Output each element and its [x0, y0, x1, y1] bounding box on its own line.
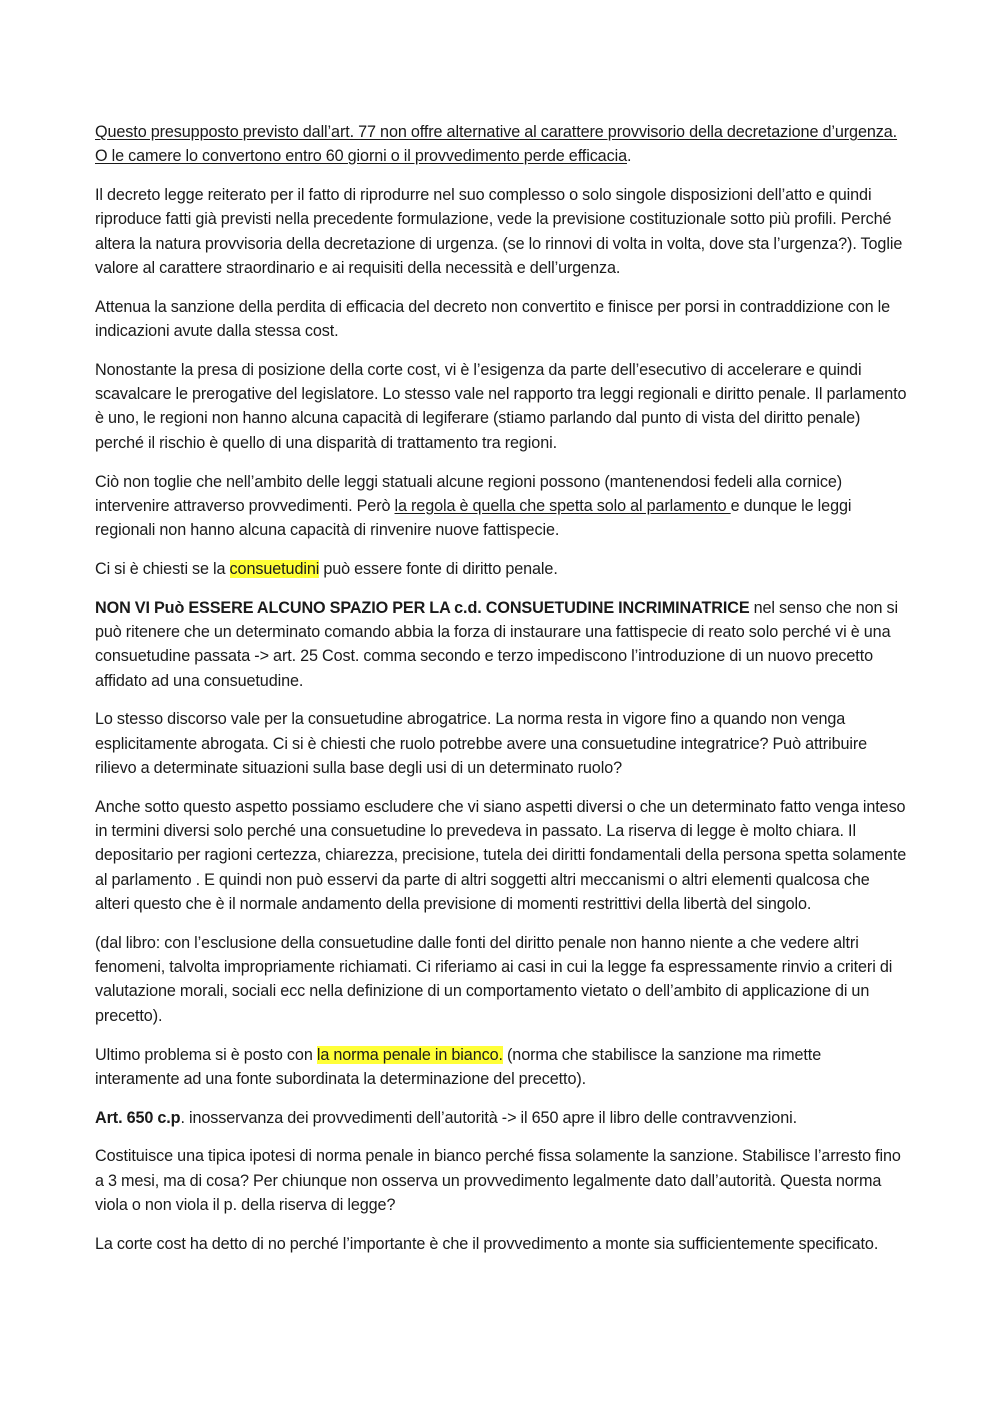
bold-article-ref: Art. 650 c.p	[95, 1108, 181, 1127]
paragraph-regola-parlamento: Ciò non toglie che nell’ambito delle leggi statuali alcune regioni possono (mantenendosi fedeli alla cornice) intervenire attraverso provvedimenti. Però la regola è quella che spetta solo al parlamento e dunque le leggi regionali non hanno alcuna capacità di rinvenire nuove fattispecie.	[95, 472, 852, 540]
paragraph-norma-penale-in-bianco: Ultimo problema si è posto con la norma penale in bianco. (norma che stabilisce la sanzione ma rimette interamente ad una fonte subordinata la determinazione del precetto).	[95, 1045, 822, 1088]
paragraph-decreto-reiterato: Il decreto legge reiterato per il fatto di riprodurre nel suo complesso o solo singole disposizioni dell’atto e quindi riproduce fatti già previsti nella precedente formulazione, vede la previsione costituzionale sotto più profili. Perché altera la natura provvisoria della decretazione di urgenza. (se lo rinnovi di volta in volta, dove sta l’urgenza?). Toglie valore al carattere straordinario e ai requisiti della necessità e dell’urgenza.	[95, 186, 903, 277]
paragraph-dal-libro: (dal libro: con l’esclusione della consuetudine dalle fonti del diritto penale non hanno niente a che vedere altri fenomeni, talvolta impropriamente richiamati. Ci riferiamo ai casi in cui la legge fa espressamente rinvio a criteri di valutazione morali, sociali ecc nella definizione di un comportamento vietato o dell’ambito di applicazione di un precetto).	[95, 933, 893, 1025]
paragraph-corte-cost: La corte cost ha detto di no perché l’importante è che il provvedimento a monte sia sufficientemente specificato.	[95, 1234, 879, 1253]
underlined-text: la regola è quella che spetta solo al parlamento	[394, 496, 731, 515]
paragraph-consuetudini-question: Ci si è chiesti se la consuetudini può essere fonte di diritto penale.	[95, 559, 558, 578]
paragraph-art77: Questo presupposto previsto dall’art. 77 non offre alternative al carattere provvisorio della decretazione d’urgenza. O le camere lo convertono entro 60 giorni o il provvedimento perde efficacia.	[95, 123, 898, 166]
bold-heading-text: NON VI Può ESSERE ALCUNO SPAZIO PER LA c.d. CONSUETUDINE INCRIMINATRICE	[95, 598, 750, 617]
paragraph-sanzione: Attenua la sanzione della perdita di efficacia del decreto non convertito e finisce per porsi in contraddizione con le indicazioni avute dalla stessa cost.	[95, 297, 891, 341]
paragraph-consuetudine-incriminatrice: NON VI Può ESSERE ALCUNO SPAZIO PER LA c.d. CONSUETUDINE INCRIMINATRICE nel senso che non si può ritenere che un determinato comando abbia la forza di instaurare una fattispecie di reato solo perché vi è una consuetudine passata -> art. 25 Cost. comma secondo e terzo impediscono l’introduzione di un nuovo precetto affidato ad una consuetudine.	[95, 598, 899, 690]
paragraph-riserva-di-legge: Anche sotto questo aspetto possiamo escludere che vi siano aspetti diversi o che un determinato fatto venga inteso in termini diversi solo perché una consuetudine lo prevedeva in passato. La riserva di legge è molto chiara. Il depositario per ragioni certezza, chiarezza, precisione, tutela dei diritti fondamentali della persona spetta solamente al parlamento . E quindi non può esservi da parte di altri soggetti altri meccanismi o altri elementi qualcosa che alteri questo che è il normale andamento della previsione di momenti restrittivi della libertà del singolo.	[95, 797, 907, 914]
paragraph-ipotesi-tipica: Costituisce una tipica ipotesi di norma penale in bianco perché fissa solamente la sanzione. Stabilisce l’arresto fino a 3 mesi, ma di cosa? Per chiunque non osserva un provvedimento legalmente dato dall’autorità. Questa norma viola o non viola il p. della riserva di legge?	[95, 1147, 901, 1214]
highlighted-text: consuetudini	[229, 559, 320, 578]
underlined-text: Questo presupposto previsto dall’art. 77 non offre alternative al carattere provvisorio della decretazione d’urgenza. O le camere lo convertono entro 60 giorni o il provvedimento perde efficacia	[95, 123, 898, 166]
paragraph-leggi-regionali: Nonostante la presa di posizione della corte cost, vi è l’esigenza da parte dell’esecutivo di accelerare e quindi scavalcare le prerogative del legislatore. Lo stesso vale nel rapporto tra leggi regionali e diritto penale. Il parlamento è uno, le regioni non hanno alcuna capacità di legiferare (stiamo parlando dal punto di vista del diritto penale) perché il rischio è quello di una disparità di trattamento tra regioni.	[95, 360, 907, 452]
paragraph-art650: Art. 650 c.p. inosservanza dei provvedimenti dell’autorità -> il 650 apre il libro delle contravvenzioni.	[95, 1108, 797, 1127]
highlighted-text: la norma penale in bianco.	[316, 1045, 503, 1064]
paragraph-consuetudine-abrogatrice: Lo stesso discorso vale per la consuetudine abrogatrice. La norma resta in vigore fino a quando non venga esplicitamente abrogata. Ci si è chiesti che ruolo potrebbe avere una consuetudine integratrice? Può attribuire rilievo a determinate situazioni sulla base degli usi di un determinato ruolo?	[95, 710, 868, 778]
